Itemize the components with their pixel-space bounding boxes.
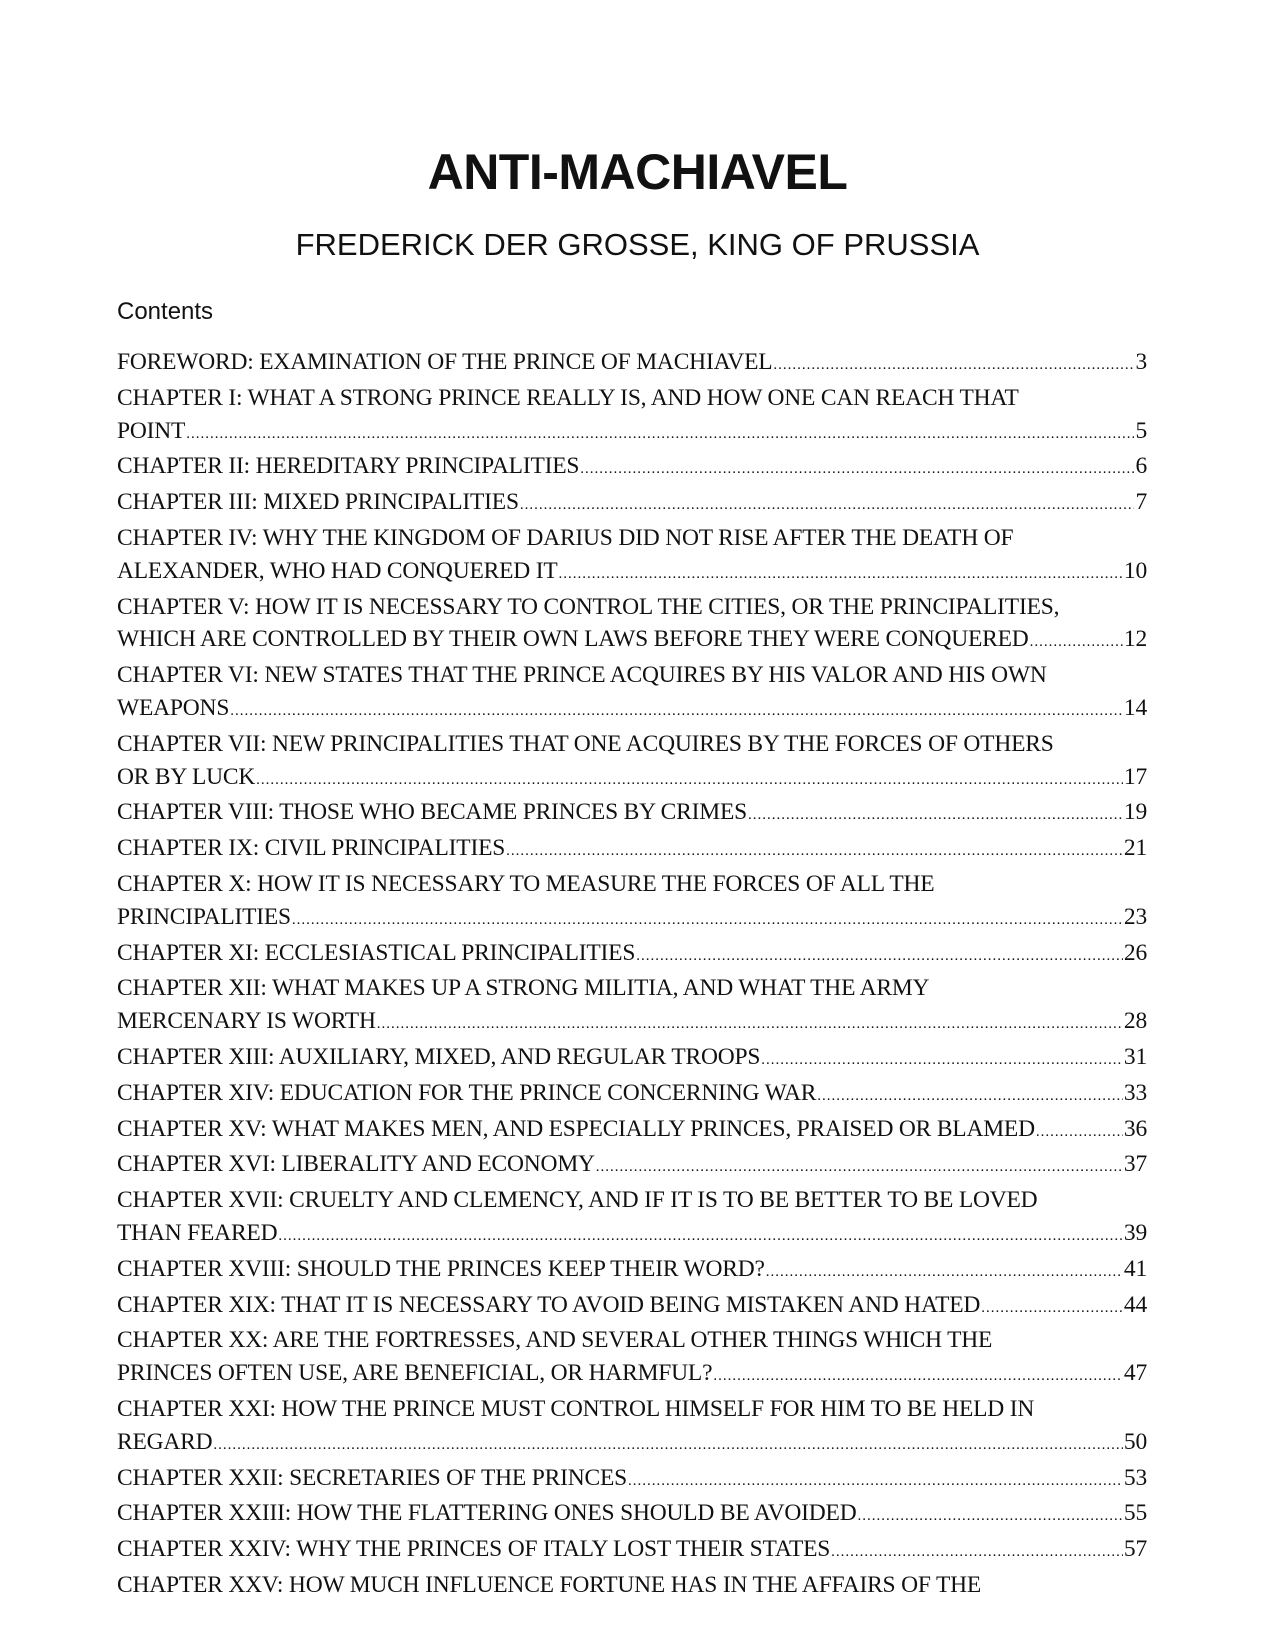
toc-entry-title: THAN FEARED xyxy=(117,1219,278,1246)
toc-entry-line xyxy=(117,1426,1147,1462)
toc-page-number: 55 xyxy=(1123,1500,1147,1527)
toc-entry-title: CHAPTER XXIV: WHY THE PRINCES OF ITALY LOST THEIR STATES xyxy=(117,1536,831,1563)
toc-page-number: 37 xyxy=(1123,1151,1147,1178)
toc-entry-title-line: CHAPTER X: HOW IT IS NECESSARY TO MEASURE THE FORCES OF ALL THE xyxy=(117,870,935,897)
toc-entry-title-line: CHAPTER XXI: HOW THE PRINCE MUST CONTROL HIMSELF FOR HIM TO BE HELD IN xyxy=(117,1395,1035,1422)
toc-entry-title: CHAPTER XI: ECCLESIASTICAL PRINCIPALITIES xyxy=(117,939,636,966)
toc-dot-leader xyxy=(761,1044,1123,1077)
toc-entry[interactable] xyxy=(117,591,1147,660)
toc-entry-title: PRINCES OFTEN USE, ARE BENEFICIAL, OR HARMFUL? xyxy=(117,1360,713,1387)
toc-page-number: 26 xyxy=(1123,939,1147,966)
toc-entry[interactable] xyxy=(117,659,1147,728)
toc-entry-line xyxy=(117,1497,1147,1533)
toc-entry-line xyxy=(117,1289,1147,1325)
toc-entry-line xyxy=(117,1253,1147,1289)
toc-entry-title: CHAPTER XIX: THAT IT IS NECESSARY TO AVOID BEING MISTAKEN AND HATED xyxy=(117,1291,981,1318)
toc-entry[interactable] xyxy=(117,728,1147,797)
toc-entry[interactable] xyxy=(117,1393,1147,1462)
toc-entry-line xyxy=(117,555,1147,591)
toc-dot-leader xyxy=(186,418,1134,451)
toc-page-number: 17 xyxy=(1123,763,1147,790)
toc-entry-title: PRINCIPALITIES xyxy=(117,903,291,930)
toc-entry-title: FOREWORD: EXAMINATION OF THE PRINCE OF MACHIAVEL xyxy=(117,349,773,375)
toc-entry-line xyxy=(117,486,1147,522)
toc-page-number: 23 xyxy=(1123,903,1147,930)
toc-dot-leader xyxy=(981,1292,1123,1325)
toc-entry-title: CHAPTER XVIII: SHOULD THE PRINCES KEEP THEIR WORD? xyxy=(117,1255,765,1282)
toc-entry[interactable] xyxy=(117,1148,1147,1184)
toc-dot-leader xyxy=(748,799,1123,832)
toc-page-number: 19 xyxy=(1123,799,1147,826)
toc-entry-title: MERCENARY IS WORTH xyxy=(117,1008,376,1035)
toc-entry-title: CHAPTER II: HEREDITARY PRINCIPALITIES xyxy=(117,453,580,480)
toc-page-number: 50 xyxy=(1123,1428,1147,1455)
toc-entry[interactable] xyxy=(117,832,1147,868)
toc-entry-title-line: CHAPTER XX: ARE THE FORTRESSES, AND SEVERAL OTHER THINGS WHICH THE xyxy=(117,1327,993,1354)
toc-entry-line xyxy=(117,415,1147,451)
toc-entry[interactable] xyxy=(117,1184,1147,1253)
toc-entry-title: CHAPTER XVI: LIBERALITY AND ECONOMY xyxy=(117,1151,595,1178)
toc-dot-leader xyxy=(773,349,1134,382)
toc-entry-line xyxy=(117,1077,1147,1113)
toc-page-number: 47 xyxy=(1123,1360,1147,1387)
toc-entry-line xyxy=(117,1462,1147,1498)
toc-entry-title: CHAPTER III: MIXED PRINCIPALITIES xyxy=(117,489,519,516)
toc-page-number: 6 xyxy=(1135,453,1147,480)
toc-page-number: 39 xyxy=(1123,1219,1147,1246)
toc-dot-leader xyxy=(857,1500,1122,1533)
toc-entry-line xyxy=(117,692,1147,728)
toc-page-number: 12 xyxy=(1123,626,1147,653)
toc-dot-leader xyxy=(256,764,1123,797)
toc-entry-title: CHAPTER XIV: EDUCATION FOR THE PRINCE CONCERNING WAR xyxy=(117,1079,817,1106)
toc-entry-line xyxy=(117,1005,1147,1041)
toc-page-number: 31 xyxy=(1123,1043,1147,1070)
toc-entry-title: WHICH ARE CONTROLLED BY THEIR OWN LAWS BEFORE THEY WERE CONQUERED xyxy=(117,626,1029,653)
toc-dot-leader xyxy=(596,1151,1123,1184)
toc-dot-leader xyxy=(628,1465,1123,1498)
toc-entry[interactable] xyxy=(117,522,1147,591)
toc-dot-leader xyxy=(1036,1116,1123,1149)
toc-dot-leader xyxy=(292,904,1123,937)
toc-entry-line xyxy=(117,346,1147,382)
toc-entry[interactable] xyxy=(117,382,1147,451)
toc-dot-leader xyxy=(831,1536,1123,1569)
toc-entry[interactable] xyxy=(117,972,1147,1041)
toc-entry-title-line: CHAPTER V: HOW IT IS NECESSARY TO CONTROL THE CITIES, OR THE PRINCIPALITIES, xyxy=(117,593,1060,620)
table-of-contents xyxy=(117,346,1147,1602)
toc-page-number: 21 xyxy=(1123,835,1147,862)
toc-entry-line xyxy=(117,761,1147,797)
toc-entry[interactable] xyxy=(117,1289,1147,1325)
toc-entry-title: CHAPTER VIII: THOSE WHO BECAME PRINCES BY CRIMES xyxy=(117,799,747,826)
toc-entry[interactable] xyxy=(117,486,1147,522)
toc-page-number: 36 xyxy=(1123,1115,1147,1142)
toc-entry-title-line: CHAPTER VI: NEW STATES THAT THE PRINCE ACQUIRES BY HIS VALOR AND HIS OWN xyxy=(117,662,1047,689)
toc-page-number: 44 xyxy=(1123,1291,1147,1318)
toc-dot-leader xyxy=(766,1256,1123,1289)
toc-entry[interactable] xyxy=(117,1533,1147,1569)
toc-dot-leader xyxy=(1030,626,1123,659)
toc-entry[interactable] xyxy=(117,450,1147,486)
toc-page-number: 5 xyxy=(1135,417,1147,444)
toc-page-number: 53 xyxy=(1123,1464,1147,1491)
page-title: ANTI-MACHIAVEL xyxy=(427,144,848,200)
toc-entry[interactable] xyxy=(117,1324,1147,1393)
toc-dot-leader xyxy=(580,453,1134,486)
toc-dot-leader xyxy=(278,1220,1123,1253)
toc-dot-leader xyxy=(213,1429,1122,1462)
toc-entry[interactable] xyxy=(117,796,1147,832)
toc-entry[interactable] xyxy=(117,1041,1147,1077)
toc-entry-title: CHAPTER IX: CIVIL PRINCIPALITIES xyxy=(117,835,506,862)
toc-entry-title: CHAPTER XIII: AUXILIARY, MIXED, AND REGULAR TROOPS xyxy=(117,1043,761,1070)
toc-entry-trailing[interactable]: CHAPTER XXV: HOW MUCH INFLUENCE FORTUNE HAS IN THE AFFAIRS OF THE xyxy=(117,1571,982,1598)
toc-page-number: 28 xyxy=(1123,1008,1147,1035)
toc-page-number: 33 xyxy=(1123,1079,1147,1106)
toc-dot-leader xyxy=(558,558,1122,591)
toc-entry[interactable] xyxy=(117,868,1147,937)
toc-page-number: 41 xyxy=(1123,1255,1147,1282)
toc-entry[interactable] xyxy=(117,1462,1147,1498)
toc-page-number: 57 xyxy=(1123,1536,1147,1563)
toc-page-number: 7 xyxy=(1135,489,1147,516)
toc-entry[interactable] xyxy=(117,346,1147,382)
toc-entry-title: WEAPONS xyxy=(117,694,230,721)
toc-entry-title-line: CHAPTER IV: WHY THE KINGDOM OF DARIUS DID NOT RISE AFTER THE DEATH OF xyxy=(117,524,1014,551)
toc-entry-title: CHAPTER XV: WHAT MAKES MEN, AND ESPECIALLY PRINCES, PRAISED OR BLAMED xyxy=(117,1115,1035,1142)
toc-entry-line xyxy=(117,1533,1147,1569)
toc-entry-title-line: CHAPTER XVII: CRUELTY AND CLEMENCY, AND IF IT IS TO BE BETTER TO BE LOVED xyxy=(117,1187,1038,1214)
toc-entry-title: OR BY LUCK xyxy=(117,763,256,790)
toc-dot-leader xyxy=(230,695,1123,728)
toc-entry-title-line: CHAPTER I: WHAT A STRONG PRINCE REALLY IS, AND HOW ONE CAN REACH THAT xyxy=(117,384,1019,411)
toc-entry-title-line: CHAPTER XII: WHAT MAKES UP A STRONG MILITIA, AND WHAT THE ARMY xyxy=(117,975,930,1002)
toc-entries xyxy=(117,346,1147,1569)
toc-entry-line xyxy=(117,623,1147,659)
toc-entry[interactable] xyxy=(117,1497,1147,1533)
toc-entry-title: REGARD xyxy=(117,1428,213,1455)
toc-entry-line xyxy=(117,1148,1147,1184)
contents-heading: Contents xyxy=(117,298,214,325)
toc-entry-title: CHAPTER XXII: SECRETARIES OF THE PRINCES xyxy=(117,1464,627,1491)
page-subtitle: FREDERICK DER GROSSE, KING OF PRUSSIA xyxy=(295,227,980,262)
toc-dot-leader xyxy=(817,1080,1123,1113)
toc-entry-line xyxy=(117,450,1147,486)
toc-dot-leader xyxy=(520,489,1135,522)
toc-entry-line xyxy=(117,901,1147,937)
toc-entry-line xyxy=(117,937,1147,973)
toc-dot-leader xyxy=(377,1008,1123,1041)
toc-entry-line xyxy=(117,1041,1147,1077)
toc-entry-title: ALEXANDER, WHO HAD CONQUERED IT xyxy=(117,557,558,584)
toc-entry-title: POINT xyxy=(117,417,186,444)
toc-entry-line xyxy=(117,1113,1147,1149)
toc-entry[interactable] xyxy=(117,1113,1147,1149)
toc-page-number: 10 xyxy=(1123,557,1147,584)
toc-page-number: 14 xyxy=(1123,694,1147,721)
toc-dot-leader xyxy=(713,1360,1123,1393)
toc-dot-leader xyxy=(506,835,1123,868)
toc-entry[interactable] xyxy=(117,1253,1147,1289)
toc-entry-title: CHAPTER XXIII: HOW THE FLATTERING ONES SHOULD BE AVOIDED xyxy=(117,1500,857,1527)
toc-entry-line xyxy=(117,1357,1147,1393)
toc-entry[interactable] xyxy=(117,1077,1147,1113)
toc-entry-line xyxy=(117,832,1147,868)
toc-dot-leader xyxy=(636,940,1123,973)
toc-entry-title-line: CHAPTER VII: NEW PRINCIPALITIES THAT ONE ACQUIRES BY THE FORCES OF OTHERS xyxy=(117,730,1054,757)
toc-entry-line xyxy=(117,796,1147,832)
toc-entry[interactable] xyxy=(117,937,1147,973)
toc-entry-line xyxy=(117,1217,1147,1253)
toc-page-number: 3 xyxy=(1135,349,1147,375)
